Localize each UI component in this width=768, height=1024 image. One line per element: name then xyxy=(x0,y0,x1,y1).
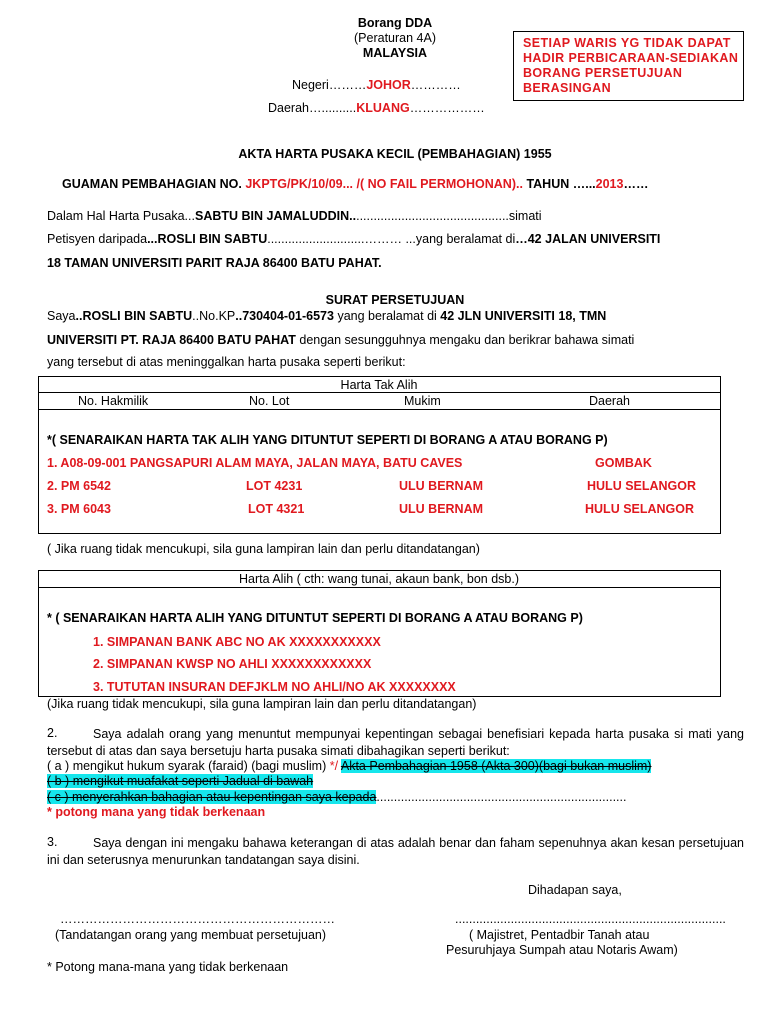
movable-divider xyxy=(38,587,720,588)
movable-item-3: 3. TUTUTAN INSURAN DEFJKLM NO AHLI/NO AK XXXXXXXX xyxy=(93,680,456,694)
movable-item-1: 1. SIMPANAN BANK ABC NO AK XXXXXXXXXXX xyxy=(93,635,381,649)
movable-item-2: 2. SIMPANAN KWSP NO AHLI XXXXXXXXXXXX xyxy=(93,657,372,671)
consenter-address-a: 42 JLN UNIVERSITI 18, TMN xyxy=(440,309,607,323)
petitioner-address-1: …42 JALAN UNIVERSITI xyxy=(515,232,661,246)
col-daerah: Daerah xyxy=(589,394,630,408)
case-label: GUAMAN PEMBAHAGIAN NO. xyxy=(62,177,242,191)
immovable-item-2-mukim: ULU BERNAM xyxy=(399,479,484,493)
petitioner-address-2: 18 TAMAN UNIVERSITI PARIT RAJA 86400 BATU PAHAT. xyxy=(47,256,382,270)
estate-line-1 xyxy=(47,209,542,223)
option-c-line xyxy=(47,790,626,804)
consenter-name: ..ROSLI BIN SABTU xyxy=(75,309,193,323)
option-a-mark: */ xyxy=(329,759,339,773)
deceased-name: SABTU BIN JAMALUDDIN.. xyxy=(194,209,357,223)
col-hakmilik: No. Hakmilik xyxy=(78,394,149,408)
estate-prefix: Dalam Hal Harta Pusaka... xyxy=(47,209,195,223)
case-value: JKPTG/PK/10/09... /( NO FAIL PERMOHONAN).. xyxy=(245,177,523,191)
option-b: ( b ) mengikut muafakat seperti Jadual di bawah xyxy=(47,774,314,788)
kp-label: ..No.KP xyxy=(192,309,236,323)
option-a-line xyxy=(47,759,651,773)
daerah-label: Daerah….......... xyxy=(268,101,357,115)
consent-line-2-rest: dengan sesungguhnya mengaku dan berikrar bahawa simati xyxy=(299,333,635,347)
movable-note: (Jika ruang tidak mencukupi, sila guna lampiran lain dan perlu ditandatangan) xyxy=(47,697,477,711)
negeri-value: JOHOR xyxy=(366,78,411,92)
consent-line-2 xyxy=(47,333,634,347)
year-value: 2013 xyxy=(595,177,624,191)
kp-value: ..730404-01-6573 xyxy=(235,309,334,323)
option-a-struck: Akta Pembahagian 1958 (Akta 300)(bagi bukan muslim) xyxy=(340,759,652,773)
col-mukim: Mukim xyxy=(404,394,441,408)
petition-dots: ............................……… ...yang beralamat di xyxy=(267,232,516,246)
form-title: Borang DDA xyxy=(357,16,433,30)
immovable-item-2-daerah: HULU SELANGOR xyxy=(587,479,697,493)
daerah-value: KLUANG xyxy=(356,101,410,115)
regulation-ref: (Peraturan 4A) xyxy=(354,31,436,45)
option-a: ( a ) mengikut hukum syarak (faraid) (bagi muslim) xyxy=(47,759,327,773)
immovable-item-3-title: 3. PM 6043 xyxy=(47,502,111,516)
signature-line-right: .............................................................................. xyxy=(455,912,726,926)
immovable-instruction: *( SENARAIKAN HARTA TAK ALIH YANG DITUNTUT SEPERTI DI BORANG A ATAU BORANG P) xyxy=(47,433,608,447)
immovable-item-1-daerah: GOMBAK xyxy=(595,456,652,470)
witness-heading: Dihadapan saya, xyxy=(528,883,622,897)
immovable-item-3-daerah: HULU SELANGOR xyxy=(585,502,695,516)
consenter-address-b: UNIVERSITI PT. RAJA 86400 BATU PAHAT xyxy=(47,333,296,347)
signature-line-left: ………………………………………………………… xyxy=(60,912,335,926)
daerah-field xyxy=(268,101,485,115)
petition-prefix: Petisyen daripada xyxy=(47,232,148,246)
signature-caption-right-1: ( Majistret, Pentadbir Tanah atau xyxy=(469,928,650,942)
immovable-note: ( Jika ruang tidak mencukupi, sila guna lampiran lain dan perlu ditandatangan) xyxy=(47,542,480,556)
address-intro: yang beralamat di xyxy=(337,309,437,323)
heir-notice-box: SETIAP WARIS YG TIDAK DAPAT HADIR PERBICARAAN-SEDIAKAN BORANG PERSETUJUAN BERASINGAN xyxy=(513,31,744,101)
immovable-item-3-lot: LOT 4321 xyxy=(248,502,305,516)
immovable-divider-1 xyxy=(38,392,720,393)
immovable-divider-2 xyxy=(38,409,720,410)
estate-line-2 xyxy=(47,232,660,246)
immovable-item-1-title: 1. A08-09-001 PANGSAPURI ALAM MAYA, JALAN MAYA, BATU CAVES xyxy=(47,456,463,470)
year-label: TAHUN …... xyxy=(526,177,596,191)
daerah-tail: ……………… xyxy=(409,101,485,115)
option-b-line xyxy=(47,774,313,788)
consent-title: SURAT PERSETUJUAN xyxy=(325,293,465,307)
country-label: MALAYSIA xyxy=(362,46,428,60)
simati-label: simati xyxy=(508,209,542,223)
movable-header: Harta Alih ( cth: wang tunai, akaun bank, bon dsb.) xyxy=(238,572,520,586)
consent-line-1 xyxy=(47,309,606,323)
consent-line-3: yang tersebut di atas meninggalkan harta pusaka seperti berikut: xyxy=(47,355,406,369)
signature-caption-left: (Tandatangan orang yang membuat persetujuan) xyxy=(55,928,327,942)
negeri-field xyxy=(292,78,461,92)
movable-property-box xyxy=(38,570,721,697)
immovable-item-2-title: 2. PM 6542 xyxy=(47,479,111,493)
year-tail: …… xyxy=(623,177,649,191)
signature-caption-right-2: Pesuruhjaya Sumpah atau Notaris Awam) xyxy=(446,943,678,957)
case-number-line xyxy=(62,177,648,191)
section-3-text: Saya dengan ini mengaku bahawa keterangan di atas adalah benar dan faham sepenuhnya akan kesan persetujuan ini dan seterusnya menurunkan tandatangan saya disini. xyxy=(47,836,744,867)
immovable-header: Harta Tak Alih xyxy=(340,378,418,392)
section-3-number: 3. xyxy=(47,835,58,849)
option-c-dots: ........................................................................ xyxy=(376,790,627,804)
negeri-tail: ………… xyxy=(410,78,461,92)
act-title: AKTA HARTA PUSAKA KECIL (PEMBAHAGIAN) 1955 xyxy=(238,147,552,161)
col-lot: No. Lot xyxy=(249,394,290,408)
movable-instruction: * ( SENARAIKAN HARTA ALIH YANG DITUNTUT SEPERTI DI BORANG A ATAU BORANG P) xyxy=(47,611,583,625)
saya-label: Saya xyxy=(47,309,76,323)
petitioner-name: ...ROSLI BIN SABTU xyxy=(147,232,268,246)
immovable-item-2-lot: LOT 4231 xyxy=(246,479,303,493)
footer-note: * Potong mana-mana yang tidak berkenaan xyxy=(47,960,289,974)
estate-dots: ............................................ xyxy=(356,209,509,223)
section-2-text: Saya adalah orang yang menuntut mempunyai kepentingan sebagai benefisiari kepada harta pusaka si mati yang tersebut di atas dan saya bersetuju harta pusaka simati dibahagikan seperti berikut: xyxy=(47,727,744,758)
section-2-red-note: * potong mana yang tidak berkenaan xyxy=(47,805,266,819)
option-c: ( c ) menyerahkan bahagian atau kepentingan saya kepada xyxy=(47,790,377,804)
section-2-number: 2. xyxy=(47,726,58,740)
immovable-item-3-mukim: ULU BERNAM xyxy=(399,502,484,516)
negeri-label: Negeri……… xyxy=(292,78,367,92)
